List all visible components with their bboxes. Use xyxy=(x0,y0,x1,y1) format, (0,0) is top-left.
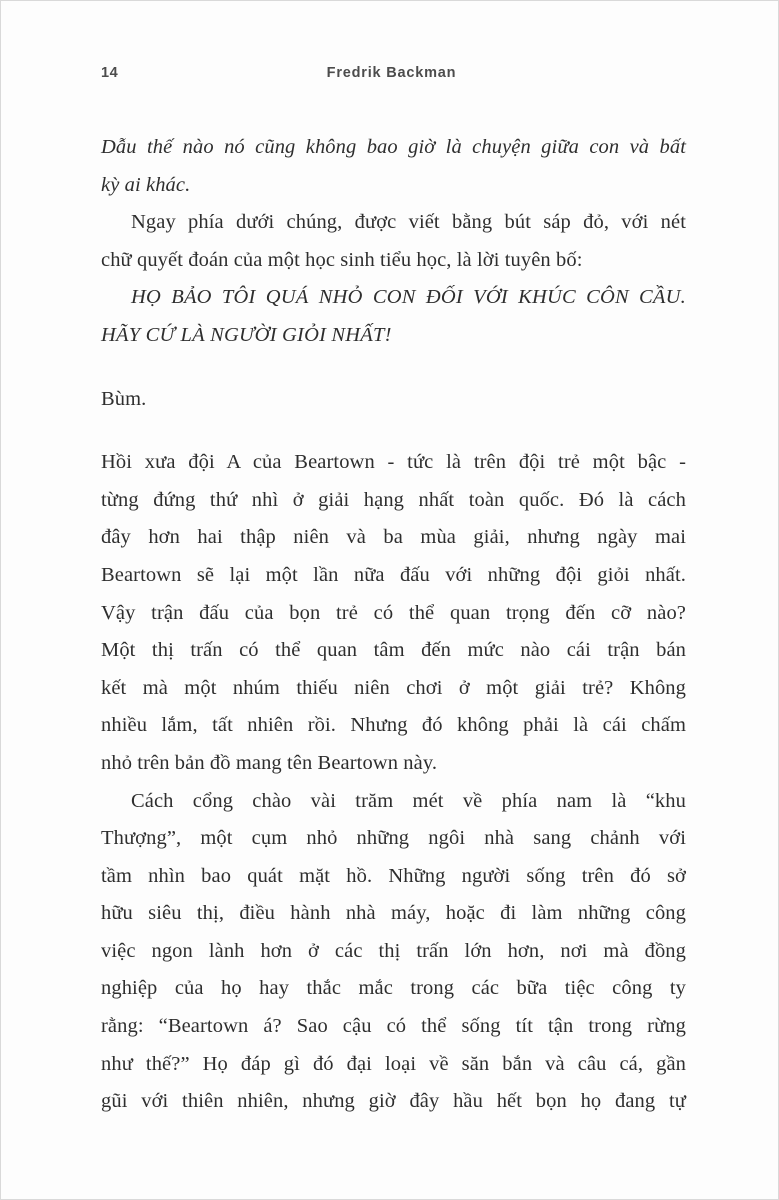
text-line: nghiệp của họ hay thắc mắc trong các bữa tiệc công ty xyxy=(101,977,686,1000)
text-line: rằng: “Beartown á? Sao cậu có thể sống tít tận trong rừng xyxy=(101,1015,686,1038)
text-line: Thượng”, một cụm nhỏ những ngôi nhà sang chảnh với xyxy=(101,827,686,850)
boom-paragraph xyxy=(101,381,686,419)
body-text-column xyxy=(101,129,686,1121)
text-line: nhiều lắm, tất nhiên rồi. Nhưng đó không phải là cái chấm xyxy=(101,714,686,737)
text-line: Cách cổng chào vài trăm mét về phía nam là “khu xyxy=(131,789,686,812)
running-header xyxy=(101,63,682,85)
crayon-intro-paragraph xyxy=(101,204,686,279)
text-line: từng đứng thứ nhì ở giải hạng nhất toàn quốc. Đó là cách xyxy=(101,488,686,511)
text-line: Dẫu thế nào nó cũng không bao giờ là chuyện giữa con và bất xyxy=(101,136,686,158)
text-line: đây hơn hai thập niên và ba mùa giải, nhưng ngày mai xyxy=(101,526,686,549)
text-line: gũi với thiên nhiên, nhưng giờ đây hầu hết bọn họ đang tự xyxy=(101,1090,686,1113)
text-line: hữu siêu thị, điều hành nhà máy, hoặc đi làm những công xyxy=(101,902,686,925)
page-number: 14 xyxy=(101,65,119,81)
text-line: Bùm. xyxy=(101,387,147,410)
text-line: việc ngon lành hơn ở các thị trấn lớn hơn, nơi mà đồng xyxy=(101,939,686,962)
text-line: Hồi xưa đội A của Beartown - tức là trên đội trẻ một bậc - xyxy=(101,451,686,474)
text-line: kỳ ai khác. xyxy=(101,173,191,196)
text-line: nhỏ trên bản đồ mang tên Beartown này. xyxy=(101,751,438,774)
beartown-history-paragraph xyxy=(101,444,686,782)
text-line: chữ quyết đoán của một học sinh tiểu học, là lời tuyên bố: xyxy=(101,248,583,271)
text-line: HÃY CỨ LÀ NGƯỜI GIỎI NHẤT! xyxy=(101,323,392,346)
running-header-author: Fredrik Backman xyxy=(326,65,457,81)
text-line: như thế?” Họ đáp gì đó đại loại về săn bắn và câu cá, gần xyxy=(101,1052,686,1075)
text-line: Ngay phía dưới chúng, được viết bằng bút sáp đỏ, với nét xyxy=(131,211,686,234)
text-line: kết mà một nhúm thiếu niên chơi ở một giải trẻ? Không xyxy=(101,676,686,699)
declaration-caps-paragraph xyxy=(101,279,686,354)
text-line: Beartown sẽ lại một lần nữa đấu với những đội giỏi nhất. xyxy=(101,563,686,586)
text-line: HỌ BẢO TÔI QUÁ NHỎ CON ĐỐI VỚI KHÚC CÔN CẦU. xyxy=(131,286,686,309)
text-line: Một thị trấn có thể quan tâm đến mức nào cái trận bán xyxy=(101,639,686,662)
opening-italic-paragraph xyxy=(101,129,686,204)
text-line: Vậy trận đấu của bọn trẻ có thể quan trọng đến cỡ nào? xyxy=(101,601,686,624)
heights-paragraph xyxy=(101,783,686,1121)
text-line: tầm nhìn bao quát mặt hồ. Những người sống trên đó sở xyxy=(101,864,686,887)
